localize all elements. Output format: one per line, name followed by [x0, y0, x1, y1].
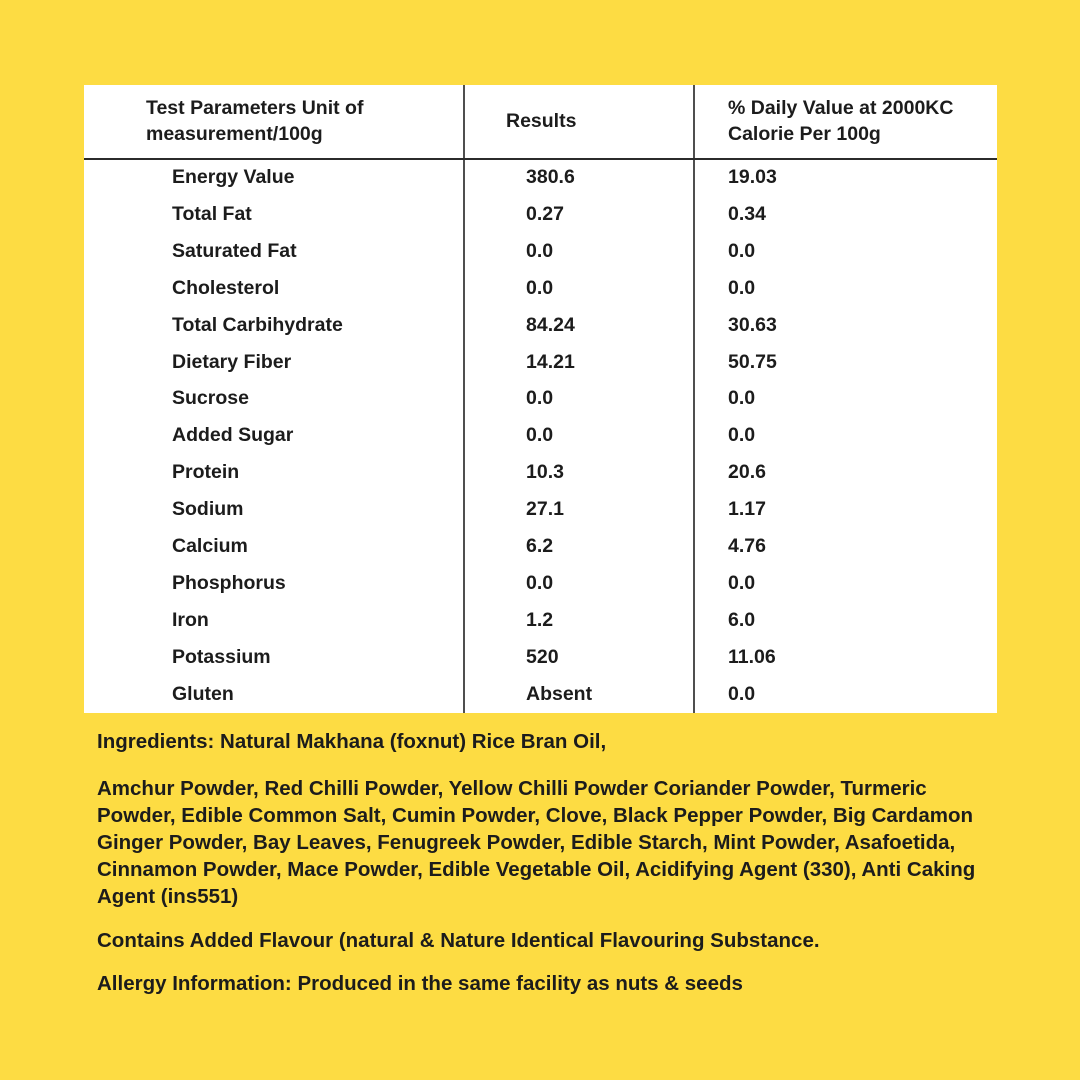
- parameter-name: Gluten: [172, 682, 234, 705]
- ingredients-list: Amchur Powder, Red Chilli Powder, Yellow Chilli Powder Coriander Powder, Turmeric Powder, Edible Common Salt, Cumin Powder, Clove, Black Pepper Powder, Big Cardamon Ginger Powder, Bay Leaves, Fenugreek Powder, Edible Starch, Mint Powder, Asafoetida, Cinnamon Powder, Mace Powder, Edible Vegetable Oil, Acidifying Agent (330), Anti Caking Agent (ins551): [97, 777, 976, 908]
- table-row: [84, 676, 997, 713]
- parameter-name: Energy Value: [172, 166, 295, 189]
- parameter-name: Protein: [172, 461, 240, 484]
- result-value: 380.6: [464, 159, 694, 196]
- daily-value: 0.0: [694, 417, 997, 454]
- parameter-name: Iron: [172, 609, 209, 632]
- table-row: [84, 639, 997, 676]
- parameter-name: Saturated Fat: [172, 239, 297, 262]
- table-row: [84, 454, 997, 491]
- daily-value: 50.75: [694, 344, 997, 381]
- daily-value: 30.63: [694, 307, 997, 344]
- daily-value: 4.76: [694, 528, 997, 565]
- result-value: 10.3: [464, 454, 694, 491]
- result-value: 0.0: [464, 417, 694, 454]
- result-value: 14.21: [464, 344, 694, 381]
- result-value: 520: [464, 639, 694, 676]
- daily-value: 20.6: [694, 454, 997, 491]
- daily-value: 6.0: [694, 602, 997, 639]
- table-row: [84, 491, 997, 528]
- table-row: [84, 381, 997, 418]
- allergy-info: Allergy Information: Produced in the same facility as nuts & seeds: [97, 972, 743, 995]
- label-text-section: [97, 728, 994, 997]
- column-header-parameters: [84, 85, 464, 159]
- parameter-name: Dietary Fiber: [172, 350, 292, 373]
- result-value: 84.24: [464, 307, 694, 344]
- column-header-daily-value-line2: Calorie Per 100g: [728, 122, 881, 145]
- contains-note: Contains Added Flavour (natural & Nature Identical Flavouring Substance.: [97, 929, 820, 952]
- parameter-name: Calcium: [172, 535, 248, 558]
- nutrition-table-panel: [84, 85, 997, 713]
- daily-value: 0.0: [694, 233, 997, 270]
- parameter-name: Added Sugar: [172, 424, 294, 447]
- table-row: [84, 344, 997, 381]
- table-row: [84, 307, 997, 344]
- parameter-name: Total Carbihydrate: [172, 313, 343, 336]
- column-header-results: Results: [464, 85, 694, 159]
- daily-value: 0.0: [694, 565, 997, 602]
- parameter-name: Sucrose: [172, 387, 249, 410]
- table-header-row: [84, 85, 997, 159]
- parameter-name: Phosphorus: [172, 572, 286, 595]
- ingredients-intro: Ingredients: Natural Makhana (foxnut) Rice Bran Oil,: [97, 730, 607, 753]
- result-value: 6.2: [464, 528, 694, 565]
- column-header-daily-value-line1: % Daily Value at 2000KC: [728, 97, 954, 120]
- result-value: 1.2: [464, 602, 694, 639]
- column-header-parameters-line1: Test Parameters Unit of: [146, 97, 364, 120]
- table-row: [84, 528, 997, 565]
- table-row: [84, 602, 997, 639]
- parameter-name: Total Fat: [172, 202, 252, 225]
- parameter-name: Potassium: [172, 645, 271, 668]
- result-value: 0.0: [464, 270, 694, 307]
- result-value: 0.27: [464, 196, 694, 233]
- table-row: [84, 196, 997, 233]
- result-value: 0.0: [464, 381, 694, 418]
- result-value: 0.0: [464, 565, 694, 602]
- nutrition-table: [84, 85, 997, 713]
- result-value: Absent: [464, 676, 694, 713]
- daily-value: 0.0: [694, 270, 997, 307]
- daily-value: 11.06: [694, 639, 997, 676]
- daily-value: 0.34: [694, 196, 997, 233]
- daily-value: 1.17: [694, 491, 997, 528]
- parameter-name: Sodium: [172, 498, 244, 521]
- daily-value: 0.0: [694, 676, 997, 713]
- daily-value: 19.03: [694, 159, 997, 196]
- table-row: [84, 270, 997, 307]
- daily-value: 0.0: [694, 381, 997, 418]
- table-body: [84, 159, 997, 713]
- parameter-name: Cholesterol: [172, 276, 280, 299]
- table-row: [84, 233, 997, 270]
- result-value: 0.0: [464, 233, 694, 270]
- column-header-daily-value: [694, 85, 997, 159]
- result-value: 27.1: [464, 491, 694, 528]
- table-row: [84, 159, 997, 196]
- table-row: [84, 565, 997, 602]
- column-header-parameters-line2: measurement/100g: [146, 122, 323, 145]
- table-row: [84, 417, 997, 454]
